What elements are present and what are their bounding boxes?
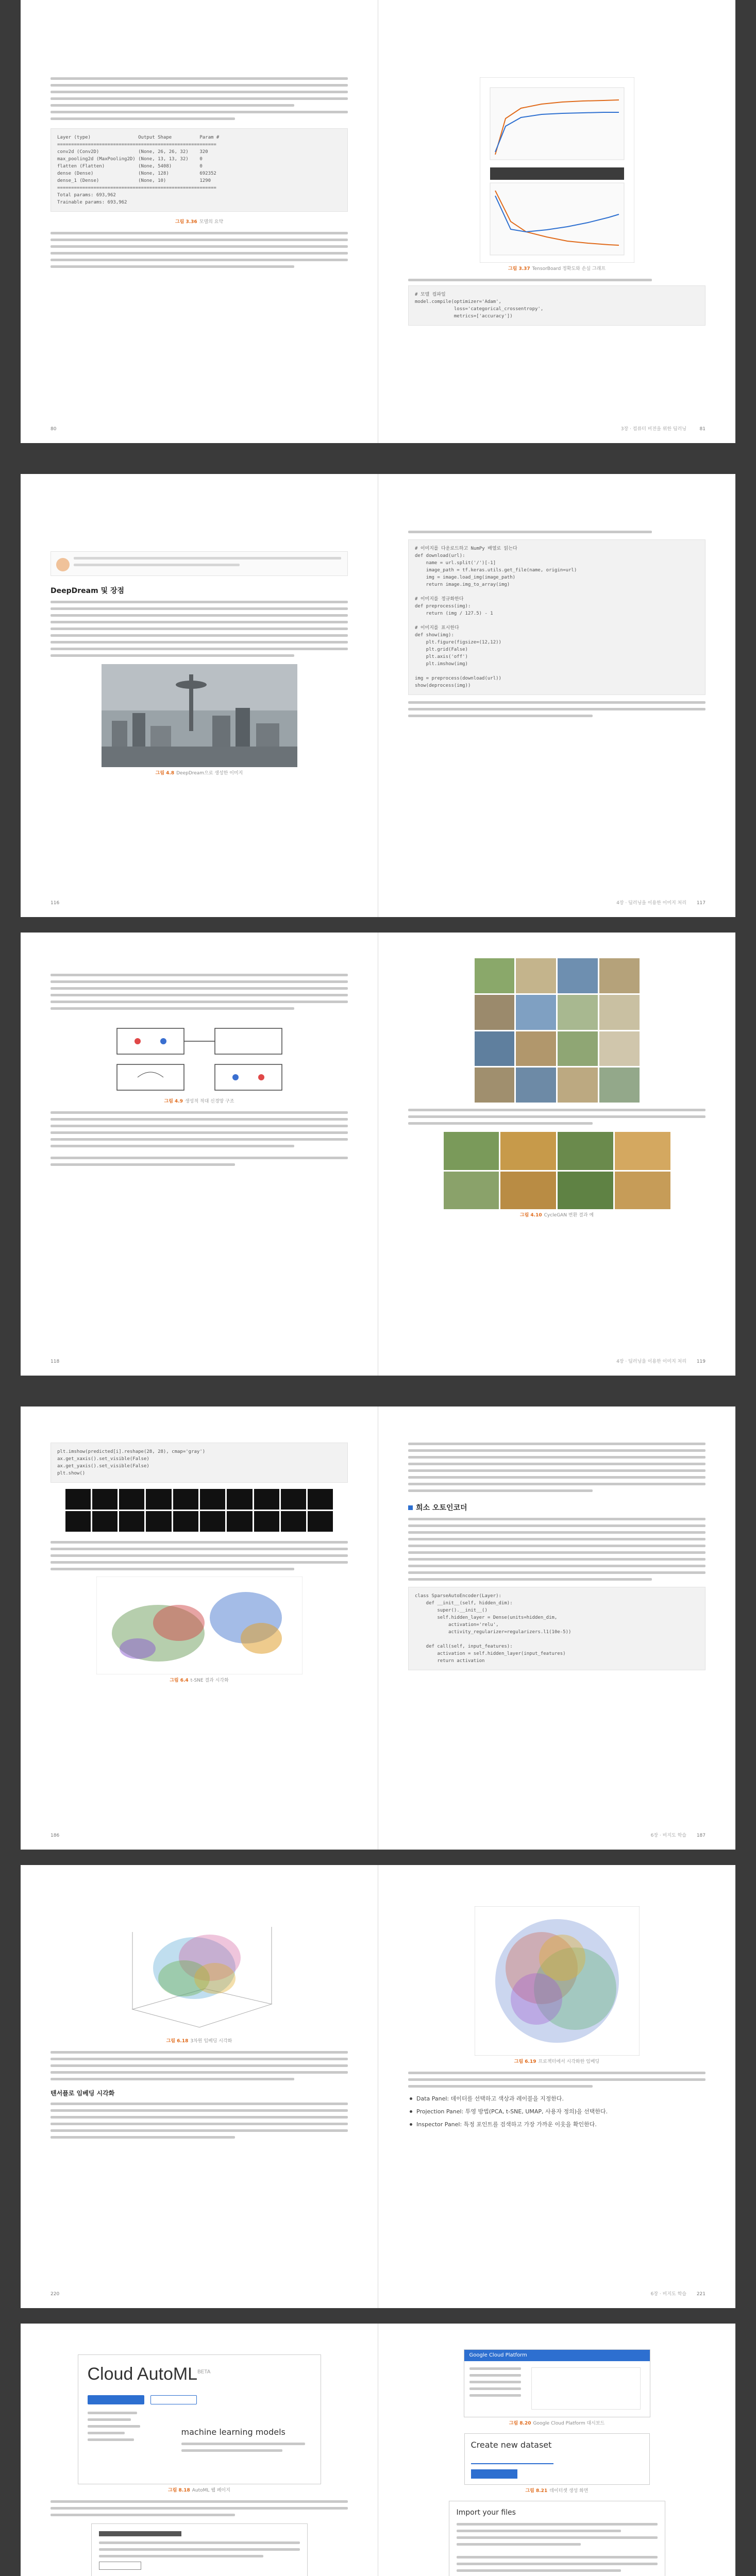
gcp-dashboard-screenshot: Google Cloud Platform — [464, 2349, 650, 2417]
list-item: Projection Panel: 투영 방법(PCA, t-SNE, UMAP, 사용자 정의)을 선택한다. — [408, 2107, 705, 2116]
section-heading: 희소 오토인코더 — [408, 1502, 705, 1513]
figure-caption: 그림 8.21 데이터셋 생성 화면 — [525, 2488, 589, 2494]
import-files-screenshot: Import your files — [449, 2501, 665, 2576]
running-head: 4장 · 딥러닝을 이용한 이미지 처리 — [616, 901, 686, 906]
tip-note — [51, 551, 348, 576]
cyclegan-horses-image — [444, 1132, 670, 1209]
page-186 — [21, 1406, 378, 1850]
figure-caption: 그림 4.10 CycleGAN 변환 결과 예 — [519, 1213, 594, 1218]
figure-caption: 그림 6.18 3차원 임베딩 시각화 — [166, 2039, 232, 2044]
page-220 — [21, 1865, 378, 2308]
figure-caption: 그림 4.9 생성적 적대 신경망 구조 — [164, 1099, 234, 1104]
automl-webpage-screenshot: Cloud AutoML$^{BETA}$ machine learning models — [78, 2354, 321, 2484]
page-221 — [378, 1865, 735, 2308]
page-117 — [378, 474, 735, 917]
author-avatar — [56, 558, 70, 571]
figure-caption: 그림 3.37 TensorBoard 정확도와 손실 그래프 — [508, 266, 606, 272]
page-number: 220 — [51, 2292, 60, 2297]
page-277 — [378, 2324, 735, 2576]
page-number: 221 — [696, 2292, 705, 2297]
spread-5 — [21, 1865, 735, 2308]
embedding-3d-image — [102, 1906, 297, 2035]
running-head: 4장 · 딥러닝을 이용한 이미지 처리 — [616, 1359, 686, 1364]
spread-2 — [21, 474, 735, 917]
running-head: 3장 · 컴퓨터 비전을 위한 딥러닝 — [620, 427, 686, 432]
page-number: 81 — [699, 427, 705, 432]
section-heading: 텐서플로 임베딩 시각화 — [51, 2090, 115, 2097]
page-276 — [21, 2324, 378, 2576]
page-number: 117 — [696, 901, 705, 906]
figure-caption: 그림 3.36 모델의 요약 — [175, 219, 224, 225]
page-number: 118 — [51, 1359, 60, 1364]
page-number: 119 — [696, 1359, 705, 1364]
page-187 — [378, 1406, 735, 1850]
figure-caption: 그림 4.8 DeepDream으로 생성한 이미지 — [155, 771, 243, 776]
accuracy-loss-chart — [480, 77, 634, 263]
spread-1 — [21, 0, 735, 443]
page-80 — [21, 0, 378, 443]
running-head: 6장 · 비지도 학습 — [650, 1833, 686, 1838]
running-head: 6장 · 비지도 학습 — [650, 2292, 686, 2297]
compile-code: # 모델 컴파일 model.compile(optimizer='Adam', loss='categorical_crossentropy', metrics=['accuracy']) — [408, 285, 705, 326]
tsne-scatter-image — [96, 1577, 303, 1674]
list-item: Inspector Panel: 특정 포인트를 검색하고 가장 가까운 이웃을 확인한다. — [408, 2120, 705, 2129]
gan-diagram — [107, 1018, 292, 1095]
mnist-digit-strip — [65, 1489, 333, 1532]
list-item: Data Panel: 데이터를 선택하고 색상과 레이블을 지정한다. — [408, 2094, 705, 2104]
download-code: # 이미지를 다운로드하고 NumPy 배열로 읽는다 def download(url): name = url.split('/')[-1] image_path = tf.keras.utils.get_file(name, origin=url) img = image.load_img(image_path) return image.img_to_array(img) # 이미지를 정규화한다 def preprocess(img): return (img / 127.5) - 1 # 이미지를 표시한다 def show(img): plt.figure(figsize=(12,12)) plt.grid(False) plt.axis('off') plt.imshow(img) img = preprocess(download(url)) show(deprocess(img)) — [408, 539, 705, 695]
model-summary-code: Layer (type) Output Shape Param # ========================================================= conv2d (Conv2D) (None, 26, 26, 32) 320 max_pooling2d (MaxPooling2D) (None, 13, 13, 32) 0 flatten (Flatten) (None, 5408) 0 dense (Dense) (None, 128) 692352 dense_1 (Dense) (None, 10) 1290 ========================================================= Total params: 693,962 Trainable params: 693,962 — [51, 128, 348, 212]
spread-6 — [21, 2324, 735, 2576]
spread-3 — [21, 933, 735, 1376]
page-number: 80 — [51, 427, 57, 432]
figure-caption: 그림 8.18 AutoML 웹 페이지 — [168, 2488, 230, 2493]
spread-4 — [21, 1406, 735, 1850]
figure-caption: 그림 6.19 프로젝터에서 시각화한 임베딩 — [514, 2059, 600, 2064]
figure-caption: 그림 6.4 t-SNE 결과 시각화 — [170, 1678, 229, 1683]
predict-code: plt.imshow(predicted[i].reshape(28, 28), cmap='gray') ax.get_xaxis().set_visible(False) ax.get_yaxis().set_visible(False) plt.show() — [51, 1443, 348, 1483]
page-116 — [21, 474, 378, 917]
page-number: 186 — [51, 1833, 60, 1838]
page-number: 187 — [696, 1833, 705, 1838]
page-118 — [21, 933, 378, 1376]
sparse-autoencoder-code: class SparseAutoEncoder(Layer): def __init__(self, hidden_dim): super().__init__() self.hidden_layer = Dense(units=hidden_dim, activation='relu', activity_regularizer=regularizers.l1(10e-5)) def call(self, input_features): activation = self.hidden_layer(input_features) return activation — [408, 1587, 705, 1670]
create-dataset-screenshot: Create new dataset — [464, 2433, 650, 2485]
vision-api-screenshot — [91, 2523, 308, 2576]
page-119 — [378, 933, 735, 1376]
page-number: 116 — [51, 901, 60, 906]
deepdream-city-image — [102, 664, 297, 767]
projector-panel-list — [408, 2094, 705, 2129]
page-81 — [378, 0, 735, 443]
cyclegan-grid-image — [475, 958, 640, 1103]
section-heading: DeepDream 및 장점 — [51, 587, 125, 595]
projector-embedding-image — [475, 1906, 640, 2056]
figure-caption: 그림 8.20 Google Cloud Platform 대시보드 — [509, 2421, 605, 2426]
